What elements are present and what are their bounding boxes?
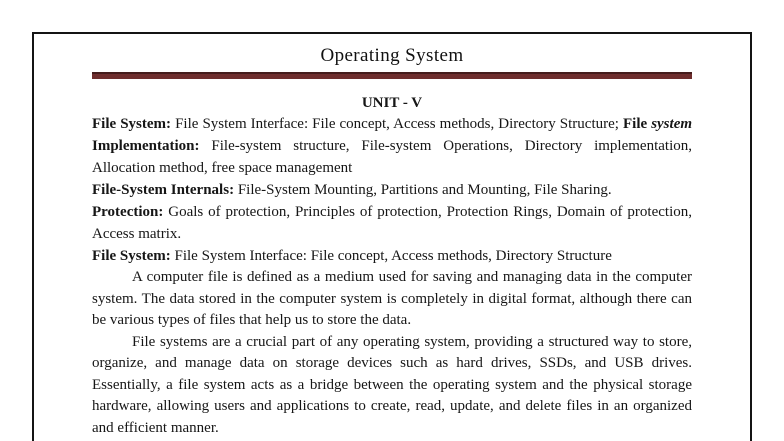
body-paragraph-computer-file: A computer file is defined as a medium used for saving and managing data in the computer system. The data stored in the computer system is completely in digital format, although there can be various types of files that help us to store the data. [92, 269, 692, 328]
syllabus-label-file-system: File System: [92, 116, 172, 132]
page-title: Operating System [320, 45, 464, 66]
section-heading-file-system [92, 245, 692, 267]
syllabus-text-run: File-system structure, File-system Operations, Directory implementation, Allocation method, free space management [92, 138, 692, 176]
syllabus-paragraph-internals [92, 179, 692, 201]
section-heading-text: File System Interface: File concept, Access methods, Directory Structure [170, 248, 612, 264]
syllabus-text-run: File-System Mounting, Partitions and Mounting, File Sharing. [234, 182, 612, 198]
syllabus-paragraph-protection [92, 201, 692, 245]
syllabus-paragraph-file-system [92, 113, 692, 179]
syllabus-text-run: File System Interface: File concept, Access methods, Directory Structure; [171, 116, 623, 132]
syllabus-label-protection: Protection: [92, 204, 164, 220]
section-heading-label: File System: [92, 248, 171, 264]
title-divider-rule [92, 72, 692, 79]
syllabus-label-internals: File-System Internals: [92, 182, 235, 198]
document-page [32, 32, 752, 441]
syllabus-label-file: File [622, 116, 652, 132]
body-paragraph-file-systems: File systems are a crucial part of any operating system, providing a structured way to store, organize, and manage data on storage devices such as hard drives, SSDs, and USB drives. Essentially, a file system acts as a bridge between the operating system and the physical storage hardware, allowing users and applications to create, read, update, and delete files in an organized and efficient manner. [92, 333, 692, 436]
unit-heading: UNIT - V [361, 95, 423, 111]
page-content [34, 44, 750, 439]
syllabus-label-system-italic: system [651, 116, 693, 132]
syllabus-label-implementation: Implementation: [92, 138, 200, 154]
syllabus-text-run: Goals of protection, Principles of protection, Protection Rings, Domain of protection, Access matrix. [92, 204, 692, 242]
